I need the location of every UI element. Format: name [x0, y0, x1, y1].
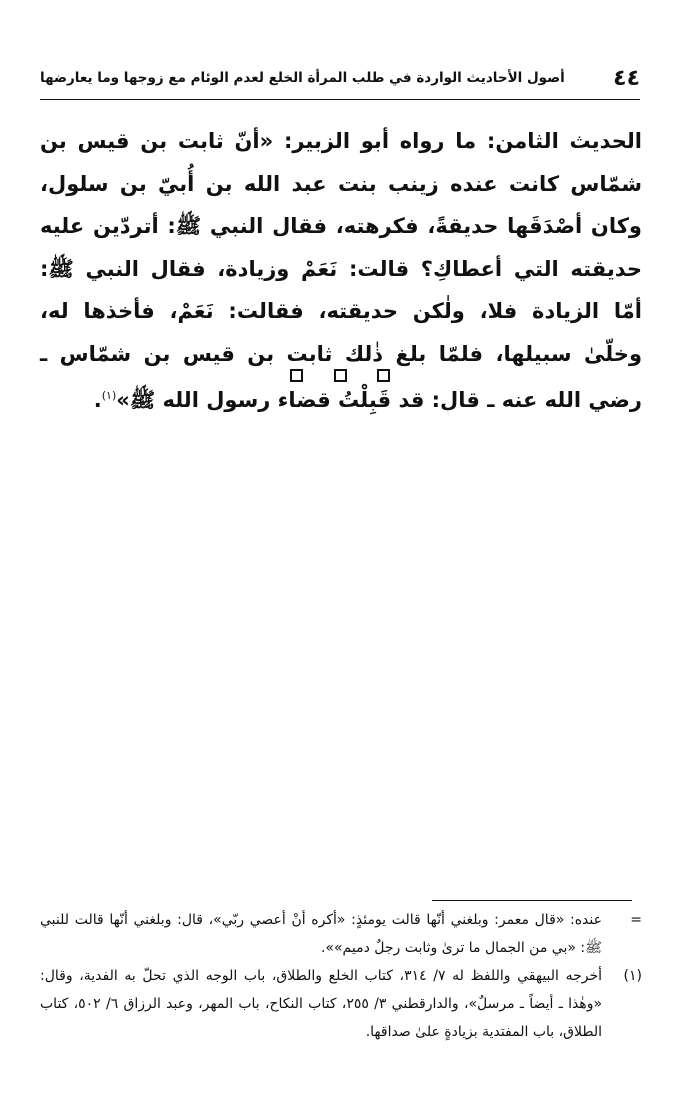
- square-ornament-icon: [290, 369, 303, 382]
- section-break: [290, 369, 390, 389]
- footnotes: [40, 906, 642, 1046]
- page-number: ٤٤: [613, 66, 640, 91]
- footnote-continuation: [40, 906, 642, 962]
- square-ornament-icon: [377, 369, 390, 382]
- footnote-text: عنده: «قال معمر: وبلغني أنّها قالت يومئذٍ: «أكره أنْ أعصي ربّي»، قال: وبلغني أنّها قالت للنبي ﷺ: «بي من الجمال ما ترىٰ وثابت رجلٌ دميم»».: [40, 912, 602, 956]
- running-title: أصول الأحاديث الواردة في طلب المرأة الخلع لعدم الوئام مع زوجها وما يعارضها: [40, 70, 565, 86]
- footnote-separator: [432, 900, 632, 901]
- footnote-reference[interactable]: (١): [101, 389, 117, 402]
- header-rule: [40, 99, 640, 100]
- footnote-marker: =: [630, 912, 642, 928]
- paragraph-end: .: [93, 388, 102, 412]
- square-ornament-icon: [334, 369, 347, 382]
- hadith-text: الحديث الثامن: ما رواه أبو الزبير: «أنّ ثابت بن قيس بن شمّاس كانت عنده زينب بنت عبد الله بن أُبيّ بن سلول، وكان أصْدَقَها حديقةً، فكرهته، فقال النبي ﷺ: أتردّين عليه حديقته التي أعطاكِ؟ قالت: نَعَمْ وزيادة، فقال النبي ﷺ: أمّا الزيادة فلا، ولٰكن حديقته، فقالت: نَعَمْ، فأخذها له، وخلّىٰ سبيلها، فلمّا بلغ ذٰلك ثابت بن قيس بن شمّاس ـ رضي الله عنه ـ قال: قد قَبِلْتُ قضاء رسول الله ﷺ»: [40, 129, 642, 412]
- footnote-marker: (١): [623, 968, 642, 984]
- footnote-text: أخرجه البيهقي واللفظ له ٧/ ٣١٤، كتاب الخلع والطلاق، باب الوجه الذي تحلّ به الفدية، وقال: «وهٰذا ـ أيضاً ـ مرسلٌ»، والدارقطني ٣/ ٢٥٥، كتاب النكاح، باب المهر، وعبد الرزاق ٦/ ٥٠٢، كتاب الطلاق، باب المفتدية بزيادةٍ علىٰ صداقها.: [40, 968, 603, 1040]
- page-header: [40, 66, 640, 94]
- footnote-1: [40, 962, 642, 1046]
